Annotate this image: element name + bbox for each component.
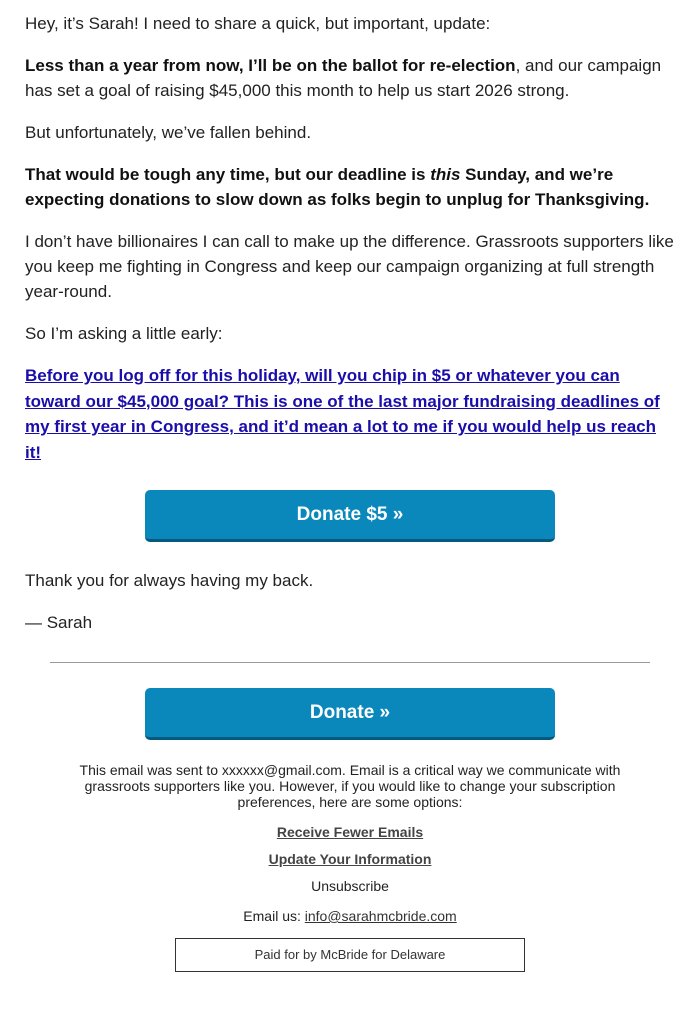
signature: — Sarah bbox=[25, 613, 93, 632]
footer bbox=[0, 762, 700, 972]
update-information-link[interactable]: Update Your Information bbox=[268, 851, 432, 867]
footer-notice: This email was sent to xxxxxx@gmail.com. Email is a critical way we communicate with grassroots supporters like you. However, if you would like to change your subscription preferences, here are some options: bbox=[79, 762, 621, 810]
donate-5-button[interactable]: Donate $5 » bbox=[145, 490, 555, 542]
deadline-italic: this bbox=[430, 165, 461, 184]
email-us-line bbox=[0, 908, 700, 924]
ballot-paragraph bbox=[25, 53, 675, 103]
ballot-bold-text: Less than a year from now, I’ll be on the ballot for re-election bbox=[25, 56, 516, 75]
deadline-text-b: Sunday, and we’re expecting donations to slow down as folks begin to unplug for Thanksgiving. bbox=[25, 165, 650, 209]
donate-button[interactable]: Donate » bbox=[145, 688, 555, 740]
email-us-label: Email us: bbox=[243, 908, 305, 924]
donate-5-wrap bbox=[25, 490, 675, 542]
contact-email-link[interactable]: info@sarahmcbride.com bbox=[304, 908, 457, 924]
billionaires-paragraph: I don’t have billionaires I can call to make up the difference. Grassroots supporters like you keep me fighting in Congress and keep our campaign organizing at full strength year-round. bbox=[25, 232, 674, 301]
receive-fewer-emails-link[interactable]: Receive Fewer Emails bbox=[276, 824, 424, 840]
donate-wrap bbox=[0, 688, 700, 740]
cta-donate-link[interactable]: Before you log off for this holiday, will you chip in $5 or whatever you can toward our $45,000 goal? This is one of the last major fundraising deadlines of my first year in Congress, and it’d mean a lot to me if you would help us reach it! bbox=[25, 366, 660, 462]
fallen-behind-paragraph: But unfortunately, we’ve fallen behind. bbox=[25, 123, 312, 142]
deadline-text-a: That would be tough any time, but our deadline is bbox=[25, 165, 431, 184]
ballot-rest-text: , and our campaign has set a goal of raising $45,000 this month to help us start 2026 strong. bbox=[25, 56, 662, 100]
unsubscribe-link[interactable]: Unsubscribe bbox=[311, 878, 389, 894]
thanks-line: Thank you for always having my back. bbox=[25, 571, 314, 590]
asking-paragraph: So I’m asking a little early: bbox=[25, 324, 223, 343]
paid-for-disclaimer: Paid for by McBride for Delaware bbox=[175, 938, 525, 972]
greeting: Hey, it’s Sarah! I need to share a quick, but important, update: bbox=[25, 14, 491, 33]
deadline-paragraph bbox=[25, 162, 675, 212]
cta-paragraph bbox=[25, 363, 675, 465]
